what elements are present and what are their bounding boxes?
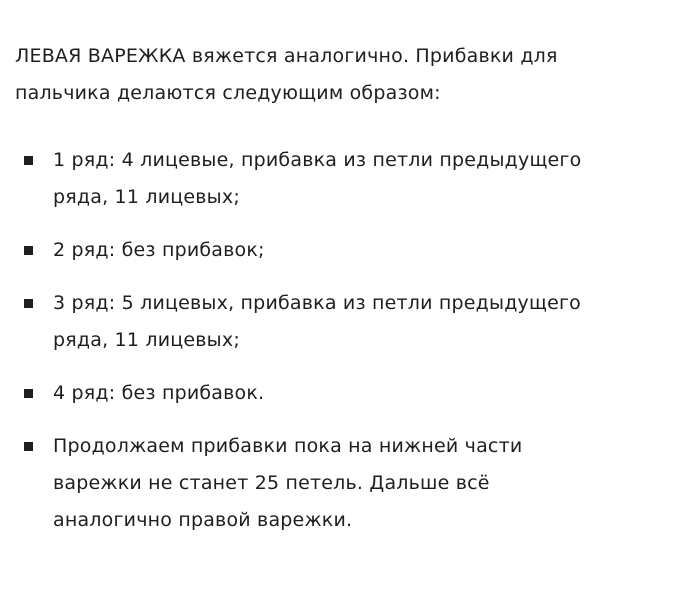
bullet-square-icon: [24, 156, 33, 165]
list-item-line: 3 ряд: 5 лицевых, прибавка из петли предыдущего: [53, 292, 581, 314]
list-item-line: варежки не станет 25 петель. Дальше всё: [53, 472, 490, 494]
list-item-line: Продолжаем прибавки пока на нижней части: [53, 435, 523, 457]
list-item: [15, 285, 680, 359]
bullet-square-icon: [24, 246, 33, 255]
list-item-line: 2 ряд: без прибавок;: [53, 239, 265, 261]
bullet-square-icon: [24, 442, 33, 451]
list-item-line: аналогично правой варежки.: [53, 509, 353, 531]
instruction-list: [15, 142, 680, 539]
intro-paragraph: [15, 38, 680, 112]
list-item-line: ряда, 11 лицевых;: [53, 186, 240, 208]
bullet-square-icon: [24, 299, 33, 308]
bullet-square-icon: [24, 389, 33, 398]
list-item-line: 4 ряд: без прибавок.: [53, 382, 265, 404]
list-item-line: 1 ряд: 4 лицевые, прибавка из петли предыдущего: [53, 149, 582, 171]
intro-line: пальчика делаются следующим образом:: [15, 82, 441, 104]
list-item-line: ряда, 11 лицевых;: [53, 329, 240, 351]
list-item: [15, 375, 680, 412]
list-item: [15, 142, 680, 216]
intro-line: ЛЕВАЯ ВАРЕЖКА вяжется аналогично. Прибавки для: [15, 45, 558, 67]
list-item: [15, 232, 680, 269]
list-item: [15, 428, 680, 539]
